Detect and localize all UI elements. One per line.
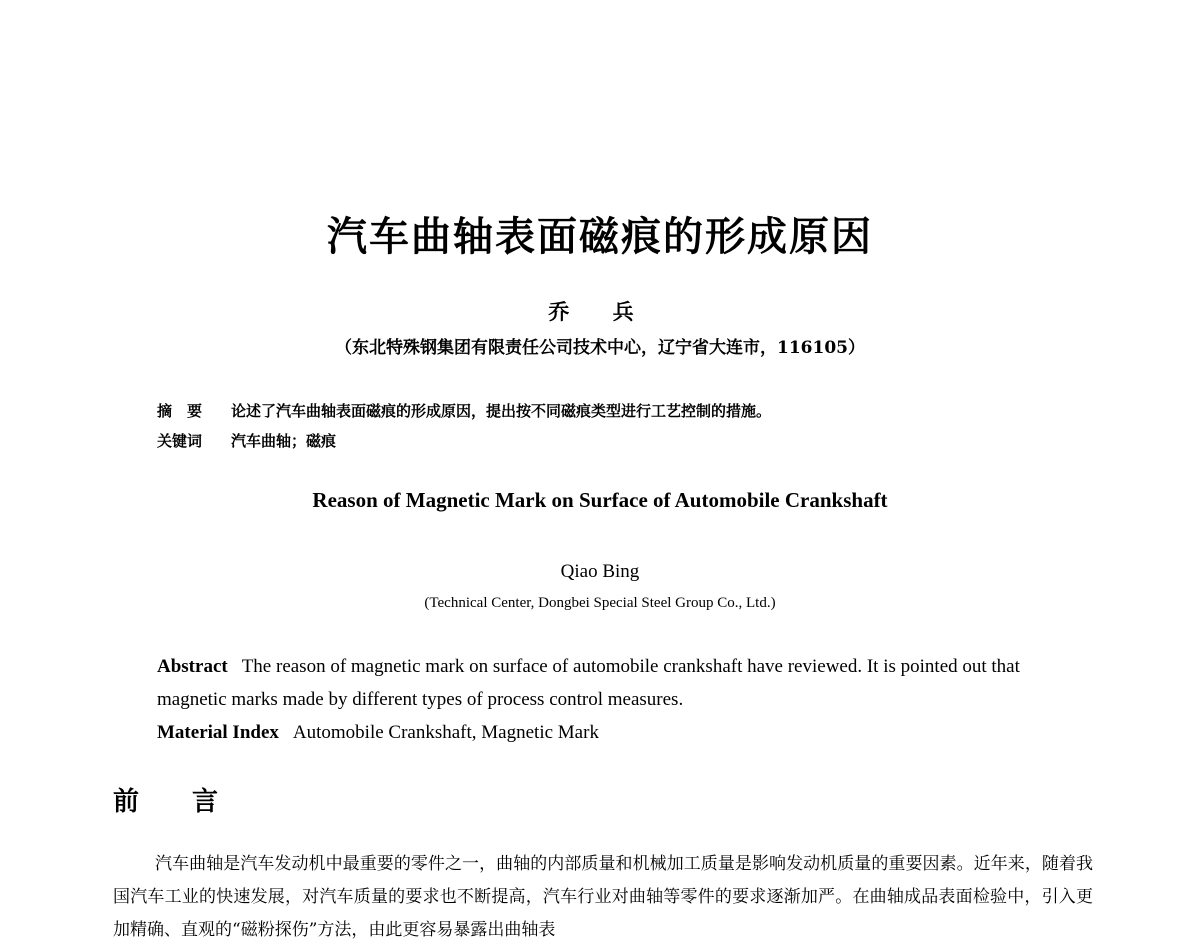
affiliation-cn: （东北特殊钢集团有限责任公司技术中心，辽宁省大连市，116105） [335, 338, 865, 358]
material-index-label: Material Index [157, 722, 279, 743]
body-paragraph-text: 汽车曲轴是汽车发动机中最重要的零件之一，曲轴的内部质量和机械加工质量是影响发动机质量的重要因素。近年来，随着我国汽车工业的快速发展，对汽车质量的要求也不断提高，汽车行业对曲轴等零件的要求逐渐加严。在曲轴成品表面检验中，引入更加精确、直观的“磁粉探伤”方法，由此更容易暴露出曲轴表 [113, 854, 1093, 940]
abstract-cn-label: 摘 要 [157, 402, 203, 420]
author-en: Qiao Bing [560, 561, 640, 582]
affiliation-en: (Technical Center, Dongbei Special Steel Group Co., Ltd.) [424, 595, 776, 611]
abstract-cn-text: 论述了汽车曲轴表面磁痕的形成原因，提出按不同磁痕类型进行工艺控制的措施。 [231, 402, 772, 420]
material-index-text: Automobile Crankshaft, Magnetic Mark [292, 722, 599, 743]
keywords-cn [157, 430, 336, 451]
keywords-cn-label: 关键词 [157, 432, 203, 450]
abstract-en [157, 650, 1057, 716]
abstract-cn [157, 400, 771, 421]
body-paragraph [113, 848, 1093, 947]
abstract-en-text: The reason of magnetic mark on surface of automobile crankshaft have reviewed. It is pointed out that magnetic marks made by different types of process control measures. [157, 656, 1020, 710]
author-cn: 乔 兵 [548, 299, 652, 324]
paper-title-cn: 汽车曲轴表面磁痕的形成原因 [327, 213, 873, 260]
material-index [157, 716, 1057, 749]
keywords-cn-text: 汽车曲轴；磁痕 [231, 432, 337, 450]
section-heading: 前 言 [113, 787, 241, 817]
abstract-en-label: Abstract [157, 656, 228, 677]
paper-title-en: Reason of Magnetic Mark on Surface of Automobile Crankshaft [312, 488, 888, 512]
